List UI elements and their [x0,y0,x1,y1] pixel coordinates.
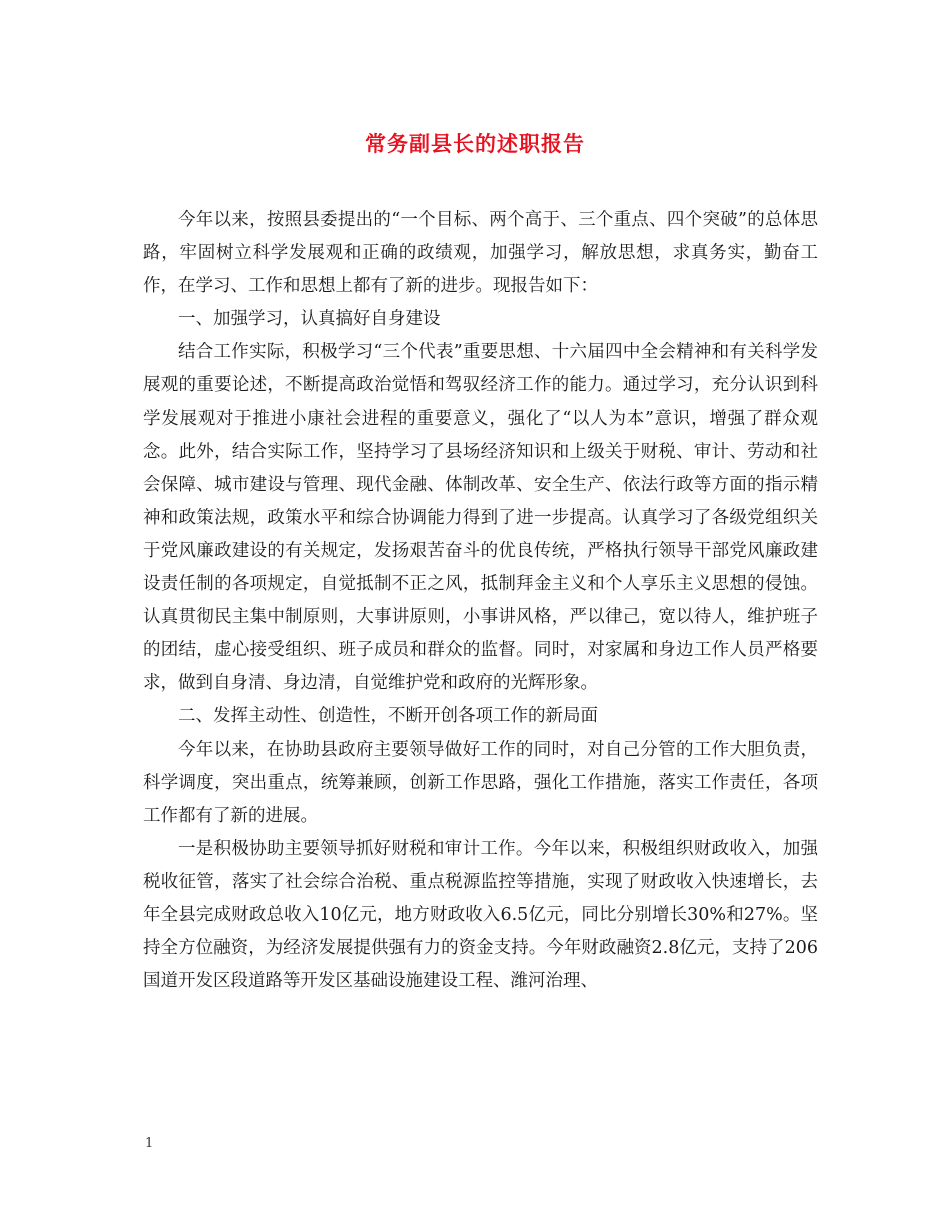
document-title: 常务副县长的述职报告 [365,131,585,156]
page-number: 1 [145,1136,154,1151]
paragraph-intro: 今年以来，按照县委提出的“一个目标、两个高于、三个重点、四个突破”的总体思路，牢固树立科学发展观和正确的政绩观，加强学习，解放思想，求真务实，勤奋工作，在学习、工作和思想上都有了新的进步。现报告如下： [143,210,818,297]
section-heading-1: 一、加强学习，认真搞好自身建设 [178,309,441,330]
section-heading-2: 二、发挥主动性、创造性，不断开创各项工作的新局面 [178,706,598,727]
paragraph-study: 结合工作实际，积极学习“三个代表”重要思想、十六届四中全会精神和有关科学发展观的重要论述，不断提高政治觉悟和驾驭经济工作的能力。通过学习，充分认识到科学发展观对于推进小康社会进程的重要意义，强化了“以人为本”意识，增强了群众观念。此外，结合实际工作，坚持学习了县场经济知识和上级关于财税、审计、劳动和社会保障、城市建设与管理、现代金融、体制改革、安全生产、依法行政等方面的指示精神和政策法规，政策水平和综合协调能力得到了进一步提高。认真学习了各级党组织关于党风廉政建设的有关规定，发扬艰苦奋斗的优良传统，严格执行领导干部党风廉政建设责任制的各项规定，自觉抵制不正之风，抵制拜金主义和个人享乐主义思想的侵蚀。认真贯彻民主集中制原则，大事讲原则，小事讲风格，严以律己，宽以待人，维护班子的团结，虚心接受组织、班子成员和群众的监督。同时，对家属和身边工作人员严格要求，做到自身清、身边清，自觉维护党和政府的光辉形象。 [143,342,818,694]
paragraph-work-overview: 今年以来，在协助县政府主要领导做好工作的同时，对自己分管的工作大胆负责，科学调度，突出重点，统筹兼顾，创新工作思路，强化工作措施，落实工作责任，各项工作都有了新的进展。 [143,739,818,826]
paragraph-finance-audit: 一是积极协助主要领导抓好财税和审计工作。今年以来，积极组织财政收入，加强税收征管，落实了社会综合治税、重点税源监控等措施，实现了财政收入快速增长，去年全县完成财政总收入10亿元，地方财政收入6.5亿元，同比分别增长30%和27%。坚持全方位融资，为经济发展提供强有力的资金支持。今年财政融资2.8亿元，支持了206国道开发区段道路等开发区基础设施建设工程、潍河治理、 [143,838,818,992]
document-body [143,204,818,998]
